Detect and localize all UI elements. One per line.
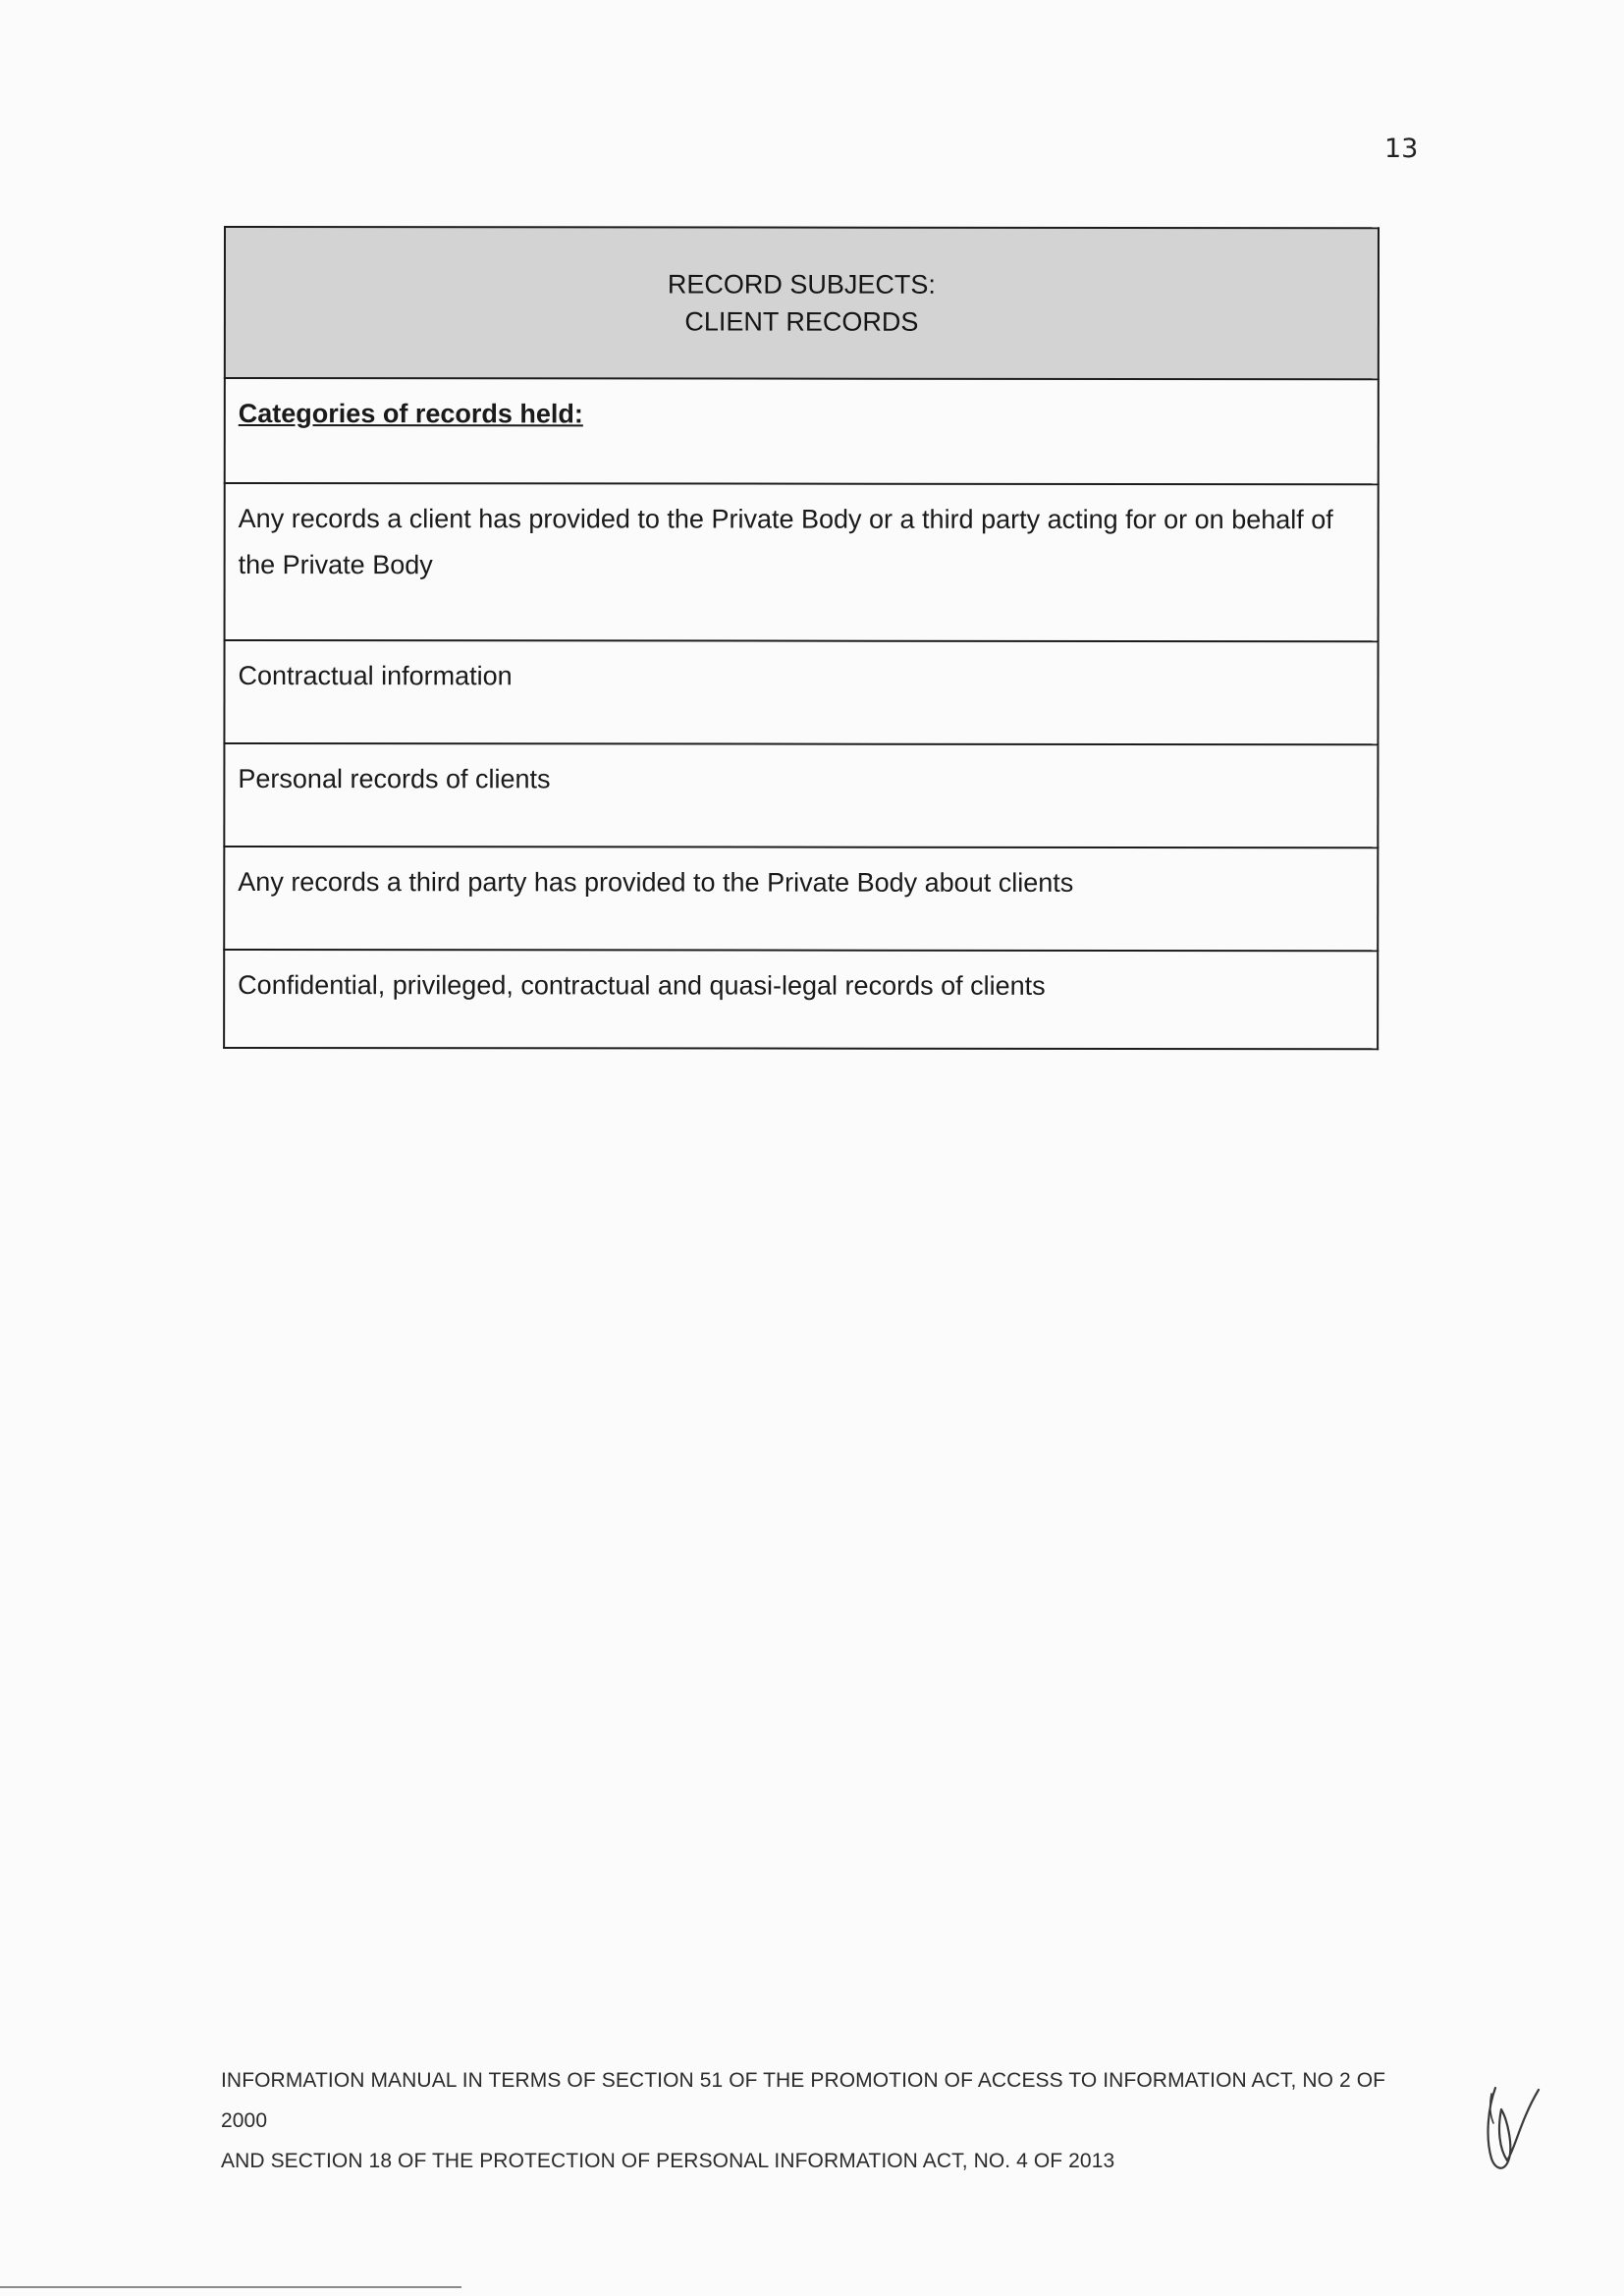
record-category-text: Personal records of clients [238,764,551,794]
table-cell [225,483,1379,641]
table-header-cell [225,227,1379,379]
table-cell [224,743,1378,847]
client-records-table [223,226,1380,1050]
table-row [225,483,1379,641]
table-cell [224,950,1378,1049]
footer-line-1: INFORMATION MANUAL IN TERMS OF SECTION 51 OF THE PROMOTION OF ACCESS TO INFORMATION ACT, NO 2 OF 2000 [221,2069,1386,2132]
table-cell [224,847,1378,951]
categories-label: Categories of records held: [238,399,583,429]
footer-line-2: AND SECTION 18 OF THE PROTECTION OF PERSONAL INFORMATION ACT, NO. 4 OF 2013 [221,2150,1115,2172]
table-row [224,640,1378,744]
categories-cell [225,378,1379,484]
table-row [224,950,1378,1049]
record-category-text: Any records a client has provided to the Private Body or a third party acting for or on behalf of the Private Body [238,504,1333,580]
table-cell [224,640,1378,744]
table-row [224,847,1378,951]
record-category-text: Any records a third party has provided to the Private Body about clients [238,867,1074,898]
table-header-title: RECORD SUBJECTS: [667,269,936,300]
table-row [224,743,1378,847]
record-category-text: Confidential, privileged, contractual and quasi-legal records of clients [238,970,1046,1001]
table-header-subtitle: CLIENT RECORDS [684,306,919,337]
record-category-text: Contractual information [238,661,513,691]
table-header-row [225,227,1379,379]
scan-edge-rule [0,2286,461,2288]
page-number: 13 [1384,134,1419,164]
categories-row [225,378,1379,484]
handwritten-initials [1478,2080,1546,2178]
page-footer [221,2060,1419,2181]
